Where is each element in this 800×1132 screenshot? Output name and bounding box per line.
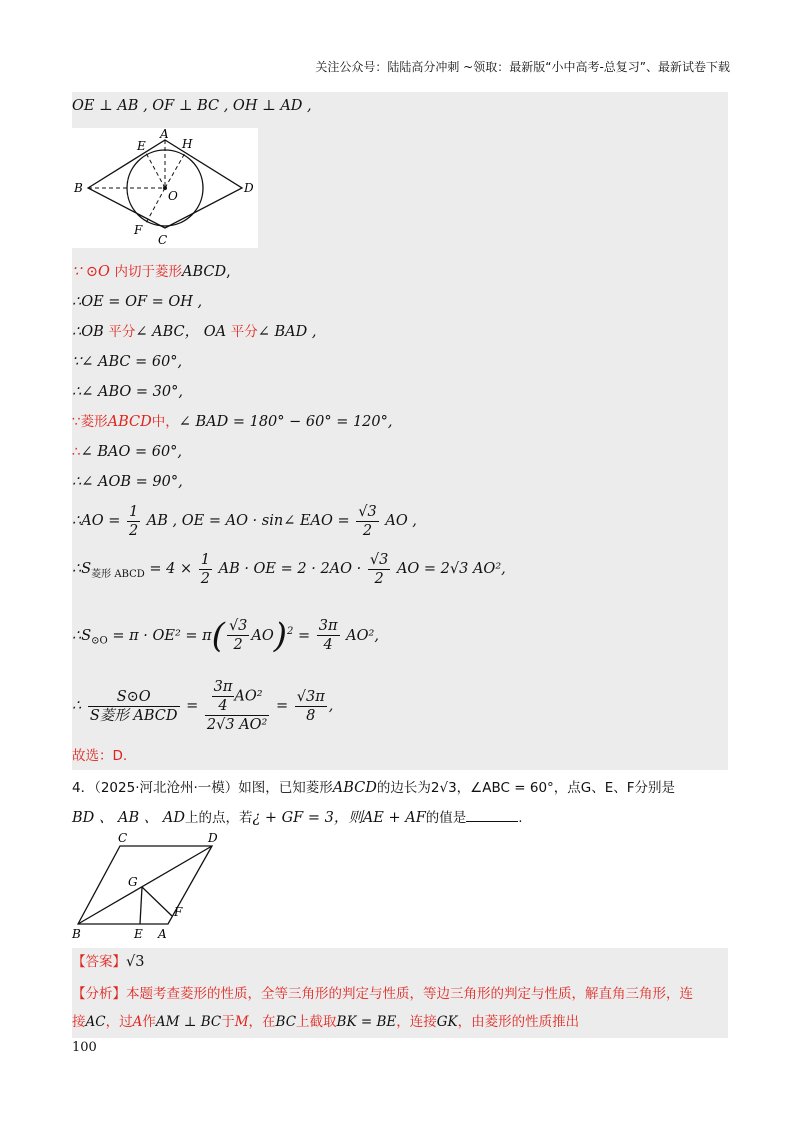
solution-line-9: ∴∠ AOB = 90°, <box>72 474 183 490</box>
analysis-tag: 【分析】 <box>72 986 126 1002</box>
solution-line-5: ∵∠ ABC = 60°, <box>72 354 183 370</box>
l4-c: ∠ ABC， OA <box>135 324 231 340</box>
l11-sub: 菱形 ABCD <box>91 568 145 580</box>
l4-d: 平分 <box>230 324 258 340</box>
solution-answer: 故选：D. <box>72 748 128 764</box>
fig1-label-C: C <box>158 233 168 247</box>
l2-a: ∵ ⊙O <box>72 264 115 280</box>
l12-a: ∴S <box>72 627 92 644</box>
frac-compound: $\frac{3\pi}{4}$ AO² 2√3 AO² <box>206 679 268 733</box>
l11-c: AB · OE = 2 · 2AO · <box>218 561 362 577</box>
frac-sqrt3-2b: $\frac{√3}{2}$ <box>369 551 389 587</box>
solution-line-4 <box>72 322 316 342</box>
l12-e: = <box>298 627 311 644</box>
l11-d: AO = 2√3 AO², <box>396 561 506 577</box>
l12-b: = π · OE² = π <box>112 627 212 644</box>
question-4-line-2 <box>72 808 523 828</box>
solution-line-12: $\therefore S_{⊙O} = \pi \cdot OE^2 = \pi$( $\frac{√3}{2}$ AO)$^2$ = $\frac{3\pi}{4}$ AO², <box>72 615 379 656</box>
frac-3pi-4: $\frac{3\pi}{4}$ <box>318 618 338 654</box>
analysis-text-1: 本题考查菱形的性质，全等三角形的判定与性质，等边三角形的判定与性质，解直角三角形，连 <box>126 986 693 1002</box>
figure-rhombus-circle <box>72 128 258 248</box>
question-4-line-1 <box>72 778 675 798</box>
l2-c: ABCD <box>181 264 227 280</box>
q4-mid: 的边长为2√3，∠ABC = 60°，点G、E、F分别是 <box>376 780 676 796</box>
l7-c: 中， <box>151 414 179 430</box>
fig1-label-A: A <box>160 128 169 141</box>
solution-line-10 <box>72 502 417 540</box>
l7-a: ∵菱形 <box>72 414 108 430</box>
page-header: 关注公众号：陆陆高分冲刺 ~领取：最新版“小中高考-总复习”、最新试卷下载 <box>315 60 730 74</box>
l8-a: ∴ <box>72 444 81 460</box>
solution-line-8 <box>72 442 182 462</box>
q4-line2-c: ¿ + GF = 3，则AE + AF <box>252 810 426 826</box>
fig2-label-F: F <box>174 905 183 919</box>
l11-a: ∴S <box>72 561 92 577</box>
frac-sqrt3-2c: $\frac{√3}{2}$ <box>228 618 248 654</box>
frac-sqrt3-2: $\frac{√3}{2}$ <box>358 503 377 539</box>
fig2-label-G: G <box>128 875 138 889</box>
l4-a: ∴OB <box>72 324 109 340</box>
l13-b: = <box>186 698 199 714</box>
l10-c: AO , <box>385 513 417 529</box>
l7-b: ABCD <box>107 414 152 430</box>
fig1-label-H: H <box>182 137 193 151</box>
l13-c: = <box>275 698 289 714</box>
frac-area-ratio: $\frac{S⊙O}{\text{S菱形 ABCD}}$ <box>89 688 178 724</box>
l10-a: ∴AO = <box>72 513 121 529</box>
l12-sub: ⊙O <box>91 635 108 647</box>
solution-line-1: OE ⊥ AB , OF ⊥ BC , OH ⊥ AD , <box>72 98 312 114</box>
fig1-label-F: F <box>134 223 143 237</box>
l4-b: 平分 <box>108 324 136 340</box>
solution-line-11 <box>72 550 506 594</box>
l11-b: = 4 × <box>149 561 193 577</box>
solution-line-2: ∵ ⊙O 内切于菱形ABCD, <box>72 264 231 280</box>
fig2-label-E: E <box>134 927 143 941</box>
fig2-label-A: A <box>158 927 167 941</box>
q4-abcd: ABCD <box>332 780 377 796</box>
solution-line-7 <box>72 412 393 432</box>
fig1-label-D: D <box>244 181 254 195</box>
l4-e: ∠ BAD , <box>257 324 317 340</box>
fig1-label-O: O <box>168 189 178 203</box>
frac-sqrt3pi-8: $\frac{√3\pi}{8}$ <box>296 688 325 724</box>
l7-d: ∠ BAD = 180° − 60° = 120°, <box>178 414 393 430</box>
answer-value: √3 <box>126 954 145 970</box>
answer-tag: 【答案】 <box>72 954 126 970</box>
analysis-line-2: 接AC，过A作AM ⊥ BC于M，在BC上截取BK = BE，连接GK，由菱形的性质推出 <box>72 1014 580 1030</box>
fig1-label-E: E <box>137 139 146 153</box>
fig2-label-D: D <box>208 832 218 845</box>
l13-e: , <box>328 698 334 714</box>
l12-f: AO², <box>346 627 379 644</box>
l12-c: AO <box>251 627 274 644</box>
l13-a: ∴ <box>72 698 82 714</box>
q4-prefix: 4．（2025·河北沧州·一模）如图，已知菱形 <box>72 780 333 796</box>
answer-blank <box>466 821 518 822</box>
solution-line-6: ∴∠ ABO = 30°, <box>72 384 183 400</box>
fig2-label-B: B <box>72 927 81 941</box>
analysis-line-1 <box>72 984 693 1004</box>
solution-line-3: ∴OE = OF = OH , <box>72 294 203 310</box>
page-number: 100 <box>72 1040 97 1055</box>
l8-b: ∠ BAO = 60°, <box>80 444 183 460</box>
q4-line2-d: 的值是 <box>425 810 467 826</box>
answer-line <box>72 952 144 972</box>
q4-line2-b: 上的点，若 <box>184 810 253 826</box>
solution-line-13 <box>72 676 333 736</box>
fig1-label-B: B <box>74 181 83 195</box>
q4-line2-a: BD 、 AB 、 AD <box>72 810 185 826</box>
frac-half-2: $\frac{1}{2}$ <box>200 551 210 587</box>
l2-b: 内切于菱形 <box>114 264 182 280</box>
l10-b: AB , OE = AO · sin∠ EAO = <box>146 513 350 529</box>
figure-rhombus-points <box>70 832 230 944</box>
fig2-label-C: C <box>118 832 128 845</box>
q4-line2-e: . <box>518 810 523 826</box>
frac-half: $\frac{1}{2}$ <box>128 503 139 539</box>
